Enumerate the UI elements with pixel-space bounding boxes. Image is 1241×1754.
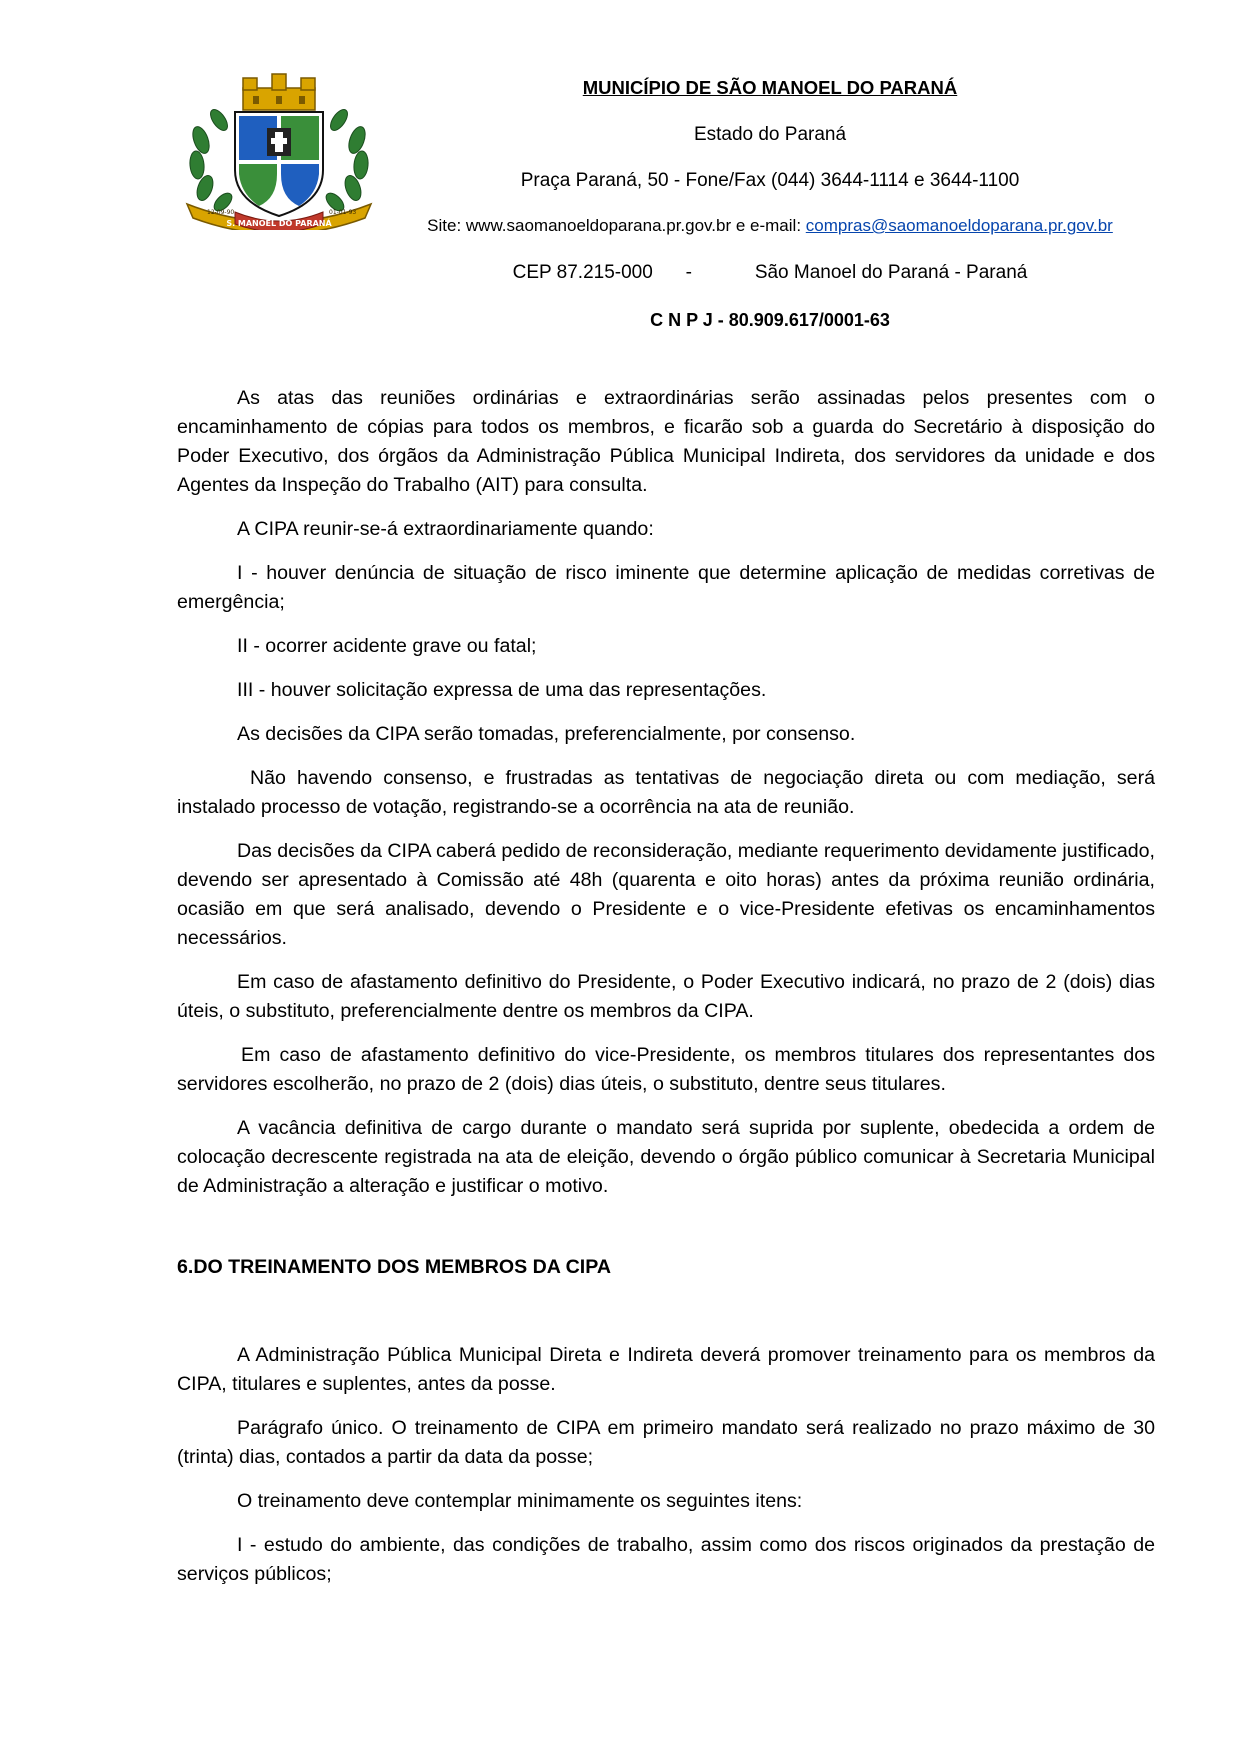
municipality-title: MUNICÍPIO DE SÃO MANOEL DO PARANÁ [582, 77, 958, 98]
svg-text:12-09-90: 12-09-90 [207, 209, 235, 216]
item-accident: II - ocorrer acidente grave ou fatal; [237, 635, 537, 657]
paragraph-vice-president-removal: Em caso de afastamento definitivo do vice-Presidente, os membros titulares dos representantes dos servidores escolherão, no prazo de 2 (dois) dias úteis, o substituto, dentre seus titulares. [177, 1044, 1155, 1095]
item-environment-study: I - estudo do ambiente, das condições de trabalho, assim como dos riscos originados da prestação de serviços públicos; [177, 1534, 1155, 1585]
state-name: Estado do Paraná [693, 124, 847, 145]
section-heading-training: 6.DO TREINAMENTO DOS MEMBROS DA CIPA [177, 1256, 611, 1278]
city-state: São Manoel do Paraná - Paraná [754, 262, 1028, 283]
cep-separator: - [685, 262, 692, 283]
training-section [177, 1341, 1155, 1589]
cep-value: CEP 87.215-000 [512, 262, 653, 283]
svg-text:01-01-93: 01-01-93 [329, 209, 357, 216]
svg-text:S. MANOEL DO PARANÁ: S. MANOEL DO PARANÁ [226, 219, 332, 228]
municipal-coat-of-arms-icon [183, 70, 375, 230]
email-link[interactable]: compras@saomanoeldoparana.pr.gov.br [805, 216, 1113, 235]
cnpj-line: C N P J - 80.909.617/0001-63 [650, 310, 890, 330]
paragraph-training: A Administração Pública Municipal Direta e Indireta deverá promover treinamento para os membros da CIPA, titulares e suplentes, antes da posse. [177, 1344, 1155, 1395]
paragraph-extraordinary: A CIPA reunir-se-á extraordinariamente quando: [237, 518, 654, 540]
paragraph-vacancy: A vacância definitiva de cargo durante o mandato será suprida por suplente, obedecida a ordem de colocação decrescente registrada na ata de eleição, devendo o órgão público comunicar à Secretaria Municipal de Administração a alteração e justificar o motivo. [177, 1117, 1155, 1197]
site-label: Site: www.saomanoeldoparana.pr.gov.br e e-mail: [427, 216, 806, 235]
item-request: III - houver solicitação expressa de uma das representações. [237, 679, 767, 701]
meetings-section [177, 384, 1155, 1201]
coat-of-arms [183, 70, 375, 230]
address-line: Praça Paraná, 50 - Fone/Fax (044) 3644-1114 e 3644-1100 [520, 170, 1020, 191]
document-body [177, 384, 1155, 1589]
cep-line [400, 262, 1140, 284]
site-email-line [410, 216, 1130, 236]
paragraph-president-removal: Em caso de afastamento definitivo do Presidente, o Poder Executivo indicará, no prazo de 2 (dois) dias úteis, o substituto, preferencialmente dentre os membros da CIPA. [177, 971, 1155, 1022]
paragraph-minutes: As atas das reuniões ordinárias e extraordinárias serão assinadas pelos presentes com o encaminhamento de cópias para todos os membros, e ficarão sob a guarda do Secretário à disposição do Poder Executivo, dos órgãos da Administração Pública Municipal Indireta, dos servidores da unidade e dos Agentes da Inspeção do Trabalho (AIT) para consulta. [177, 387, 1155, 496]
paragraph-consensus: As decisões da CIPA serão tomadas, preferencialmente, por consenso. [237, 723, 856, 745]
paragraph-voting: Não havendo consenso, e frustradas as tentativas de negociação direta ou com mediação, será instalado processo de votação, registrando-se a ocorrência na ata de reunião. [177, 767, 1155, 818]
paragraph-reconsideration: Das decisões da CIPA caberá pedido de reconsideração, mediante requerimento devidamente justificado, devendo ser apresentado à Comissão até 48h (quarenta e oito horas) antes da próxima reunião ordinária, ocasião em que será analisado, devendo o Presidente e o vice-Presidente efetivas os encaminhamentos necessários. [177, 840, 1155, 949]
paragraph-sole: Parágrafo único. O treinamento de CIPA em primeiro mandato será realizado no prazo máximo de 30 (trinta) dias, contados a partir da data da posse; [177, 1417, 1155, 1468]
item-risk: I - houver denúncia de situação de risco iminente que determine aplicação de medidas corretivas de emergência; [177, 562, 1155, 613]
paragraph-training-items: O treinamento deve contemplar minimamente os seguintes itens: [237, 1490, 803, 1512]
